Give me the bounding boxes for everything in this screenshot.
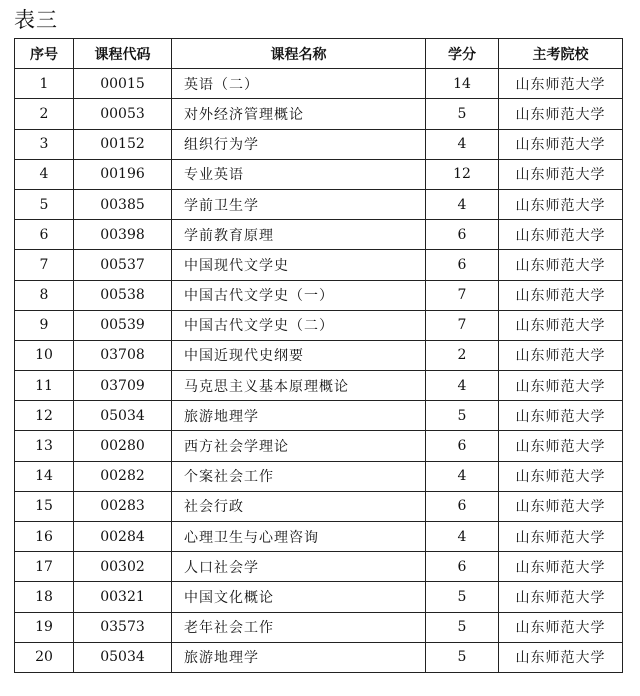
cell-course-code: 00385 <box>74 189 172 219</box>
cell-course-code: 00321 <box>74 582 172 612</box>
cell-course-code: 05034 <box>74 401 172 431</box>
cell-credits: 12 <box>426 159 499 189</box>
table-row <box>15 522 623 552</box>
cell-serial-number: 7 <box>15 250 74 280</box>
cell-serial-number: 12 <box>15 401 74 431</box>
table-row <box>15 371 623 401</box>
cell-course-code: 00539 <box>74 310 172 340</box>
header-course-name: 课程名称 <box>172 39 426 69</box>
table-row <box>15 552 623 582</box>
cell-serial-number: 9 <box>15 310 74 340</box>
cell-course-code: 00398 <box>74 220 172 250</box>
cell-course-name: 西方社会学理论 <box>172 431 426 461</box>
cell-credits: 5 <box>426 642 499 672</box>
cell-course-code: 03573 <box>74 612 172 642</box>
cell-course-name: 组织行为学 <box>172 129 426 159</box>
table-row <box>15 250 623 280</box>
table-row <box>15 69 623 99</box>
cell-examining-school: 山东师范大学 <box>499 250 623 280</box>
header-credits: 学分 <box>426 39 499 69</box>
cell-examining-school: 山东师范大学 <box>499 371 623 401</box>
cell-course-name: 中国古代文学史（二） <box>172 310 426 340</box>
cell-course-name: 社会行政 <box>172 491 426 521</box>
cell-course-code: 00282 <box>74 461 172 491</box>
cell-course-code: 00537 <box>74 250 172 280</box>
cell-course-code: 00302 <box>74 552 172 582</box>
cell-credits: 6 <box>426 250 499 280</box>
cell-serial-number: 1 <box>15 69 74 99</box>
table-header-row <box>15 39 623 69</box>
cell-serial-number: 19 <box>15 612 74 642</box>
cell-course-name: 人口社会学 <box>172 552 426 582</box>
cell-course-code: 03708 <box>74 340 172 370</box>
cell-course-name: 马克思主义基本原理概论 <box>172 371 426 401</box>
cell-serial-number: 18 <box>15 582 74 612</box>
cell-course-code: 00280 <box>74 431 172 461</box>
table-row <box>15 159 623 189</box>
cell-credits: 4 <box>426 189 499 219</box>
cell-credits: 4 <box>426 129 499 159</box>
cell-serial-number: 15 <box>15 491 74 521</box>
table-row <box>15 431 623 461</box>
header-course-code: 课程代码 <box>74 39 172 69</box>
cell-examining-school: 山东师范大学 <box>499 310 623 340</box>
cell-examining-school: 山东师范大学 <box>499 340 623 370</box>
cell-examining-school: 山东师范大学 <box>499 69 623 99</box>
cell-serial-number: 5 <box>15 189 74 219</box>
cell-course-name: 老年社会工作 <box>172 612 426 642</box>
cell-examining-school: 山东师范大学 <box>499 461 623 491</box>
course-table-body <box>15 69 623 673</box>
cell-credits: 5 <box>426 582 499 612</box>
cell-credits: 4 <box>426 522 499 552</box>
cell-course-code: 03709 <box>74 371 172 401</box>
cell-credits: 4 <box>426 371 499 401</box>
table-row <box>15 280 623 310</box>
cell-credits: 4 <box>426 461 499 491</box>
cell-course-name: 中国近现代史纲要 <box>172 340 426 370</box>
cell-examining-school: 山东师范大学 <box>499 431 623 461</box>
cell-serial-number: 13 <box>15 431 74 461</box>
cell-examining-school: 山东师范大学 <box>499 99 623 129</box>
cell-course-code: 05034 <box>74 642 172 672</box>
table-row <box>15 401 623 431</box>
cell-credits: 6 <box>426 220 499 250</box>
cell-course-name: 中国文化概论 <box>172 582 426 612</box>
cell-serial-number: 4 <box>15 159 74 189</box>
table-row <box>15 220 623 250</box>
cell-course-name: 学前教育原理 <box>172 220 426 250</box>
cell-course-name: 心理卫生与心理咨询 <box>172 522 426 552</box>
cell-credits: 6 <box>426 491 499 521</box>
cell-course-code: 00053 <box>74 99 172 129</box>
table-row <box>15 461 623 491</box>
cell-examining-school: 山东师范大学 <box>499 582 623 612</box>
table-title: 表三 <box>14 8 58 32</box>
cell-course-name: 个案社会工作 <box>172 461 426 491</box>
cell-examining-school: 山东师范大学 <box>499 280 623 310</box>
cell-examining-school: 山东师范大学 <box>499 552 623 582</box>
cell-credits: 7 <box>426 280 499 310</box>
cell-course-code: 00152 <box>74 129 172 159</box>
cell-course-name: 专业英语 <box>172 159 426 189</box>
cell-course-code: 00283 <box>74 491 172 521</box>
cell-examining-school: 山东师范大学 <box>499 522 623 552</box>
table-row <box>15 310 623 340</box>
cell-serial-number: 20 <box>15 642 74 672</box>
cell-credits: 5 <box>426 99 499 129</box>
cell-serial-number: 2 <box>15 99 74 129</box>
cell-serial-number: 17 <box>15 552 74 582</box>
cell-serial-number: 10 <box>15 340 74 370</box>
table-row <box>15 340 623 370</box>
table-row <box>15 582 623 612</box>
cell-course-name: 英语（二） <box>172 69 426 99</box>
table-row <box>15 189 623 219</box>
cell-credits: 2 <box>426 340 499 370</box>
table-row <box>15 99 623 129</box>
cell-course-code: 00015 <box>74 69 172 99</box>
cell-course-name: 中国现代文学史 <box>172 250 426 280</box>
table-row <box>15 129 623 159</box>
cell-examining-school: 山东师范大学 <box>499 612 623 642</box>
table-row <box>15 612 623 642</box>
cell-examining-school: 山东师范大学 <box>499 129 623 159</box>
cell-examining-school: 山东师范大学 <box>499 642 623 672</box>
header-serial-number: 序号 <box>15 39 74 69</box>
cell-course-name: 旅游地理学 <box>172 642 426 672</box>
cell-credits: 14 <box>426 69 499 99</box>
cell-serial-number: 14 <box>15 461 74 491</box>
cell-course-code: 00538 <box>74 280 172 310</box>
cell-serial-number: 8 <box>15 280 74 310</box>
cell-serial-number: 16 <box>15 522 74 552</box>
course-table <box>14 38 623 673</box>
cell-course-name: 对外经济管理概论 <box>172 99 426 129</box>
cell-credits: 5 <box>426 612 499 642</box>
cell-course-code: 00196 <box>74 159 172 189</box>
table-row <box>15 642 623 672</box>
cell-course-name: 中国古代文学史（一） <box>172 280 426 310</box>
cell-course-code: 00284 <box>74 522 172 552</box>
cell-credits: 5 <box>426 401 499 431</box>
cell-serial-number: 6 <box>15 220 74 250</box>
cell-credits: 7 <box>426 310 499 340</box>
cell-course-name: 学前卫生学 <box>172 189 426 219</box>
cell-course-name: 旅游地理学 <box>172 401 426 431</box>
table-row <box>15 491 623 521</box>
cell-credits: 6 <box>426 552 499 582</box>
cell-serial-number: 3 <box>15 129 74 159</box>
cell-examining-school: 山东师范大学 <box>499 401 623 431</box>
cell-examining-school: 山东师范大学 <box>499 220 623 250</box>
header-examining-school: 主考院校 <box>499 39 623 69</box>
cell-credits: 6 <box>426 431 499 461</box>
cell-examining-school: 山东师范大学 <box>499 159 623 189</box>
cell-examining-school: 山东师范大学 <box>499 189 623 219</box>
cell-examining-school: 山东师范大学 <box>499 491 623 521</box>
cell-serial-number: 11 <box>15 371 74 401</box>
